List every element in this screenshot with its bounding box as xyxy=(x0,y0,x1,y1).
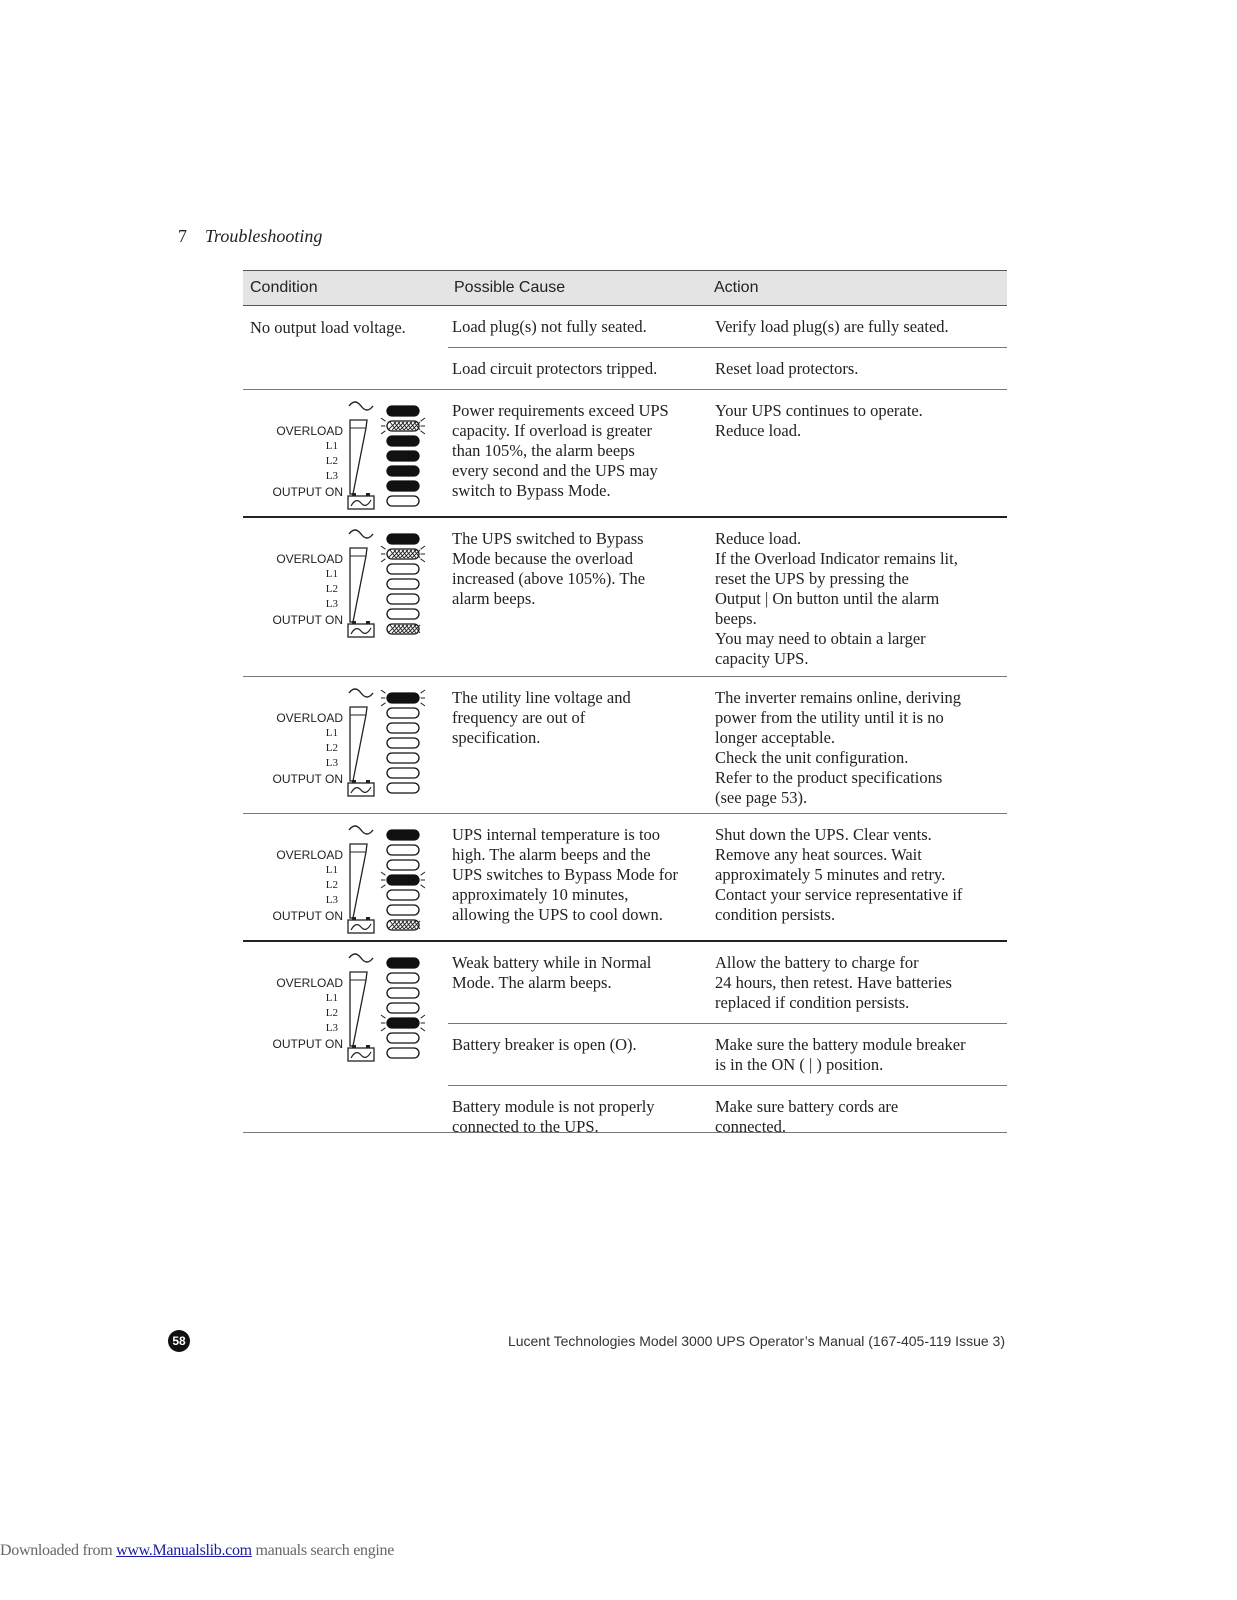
cause-line: Power requirements exceed UPS xyxy=(452,401,669,420)
action-line: You may need to obtain a larger xyxy=(715,629,926,648)
led-indicator xyxy=(387,753,419,763)
action-line: Shut down the UPS. Clear vents. xyxy=(715,825,932,844)
action-line: condition persists. xyxy=(715,905,836,924)
led-indicator xyxy=(387,958,419,968)
panel-label-overload: OVERLOAD xyxy=(276,848,343,862)
panel-label-l3: L3 xyxy=(325,894,338,906)
download-footer xyxy=(0,1542,394,1560)
battery-icon xyxy=(348,917,374,933)
led-indicator xyxy=(387,905,419,915)
action-line: connected. xyxy=(715,1117,787,1136)
cause-line: increased (above 105%). The xyxy=(452,569,646,588)
load-bargraph-icon xyxy=(350,548,367,622)
cause-line: Mode. The alarm beeps. xyxy=(452,973,612,992)
panel-label-output-on: OUTPUT ON xyxy=(272,485,343,499)
indicator-graphic xyxy=(255,950,435,1070)
action-line: Output | On button until the alarm xyxy=(715,589,940,608)
action-line: The inverter remains online, deriving xyxy=(715,688,962,707)
battery-icon xyxy=(348,621,374,637)
led-indicator xyxy=(387,436,419,446)
battery-icon xyxy=(348,493,374,509)
cause-action-list xyxy=(448,677,1007,813)
action-line: Reduce load. xyxy=(715,421,802,440)
action-cell xyxy=(709,518,1007,679)
led-indicator xyxy=(387,1033,419,1043)
cause-line: alarm beeps. xyxy=(452,589,536,608)
panel-label-l3: L3 xyxy=(325,757,338,769)
led-indicator-panel xyxy=(255,398,435,518)
led-indicator xyxy=(387,768,419,778)
ac-input-icon xyxy=(349,689,373,697)
panel-label-l1: L1 xyxy=(325,864,338,876)
action-line: longer acceptable. xyxy=(715,728,836,747)
led-indicator xyxy=(387,451,419,461)
table-row xyxy=(243,814,1007,942)
action-line: reset the UPS by pressing the xyxy=(715,569,909,588)
chapter-number: 7 xyxy=(178,226,187,246)
action-line: beeps. xyxy=(715,609,757,628)
table-row xyxy=(243,677,1007,814)
action-line: replaced if condition persists. xyxy=(715,993,910,1012)
led-indicator xyxy=(387,406,419,416)
load-bargraph-icon xyxy=(350,707,367,781)
cause-line: frequency are out of xyxy=(452,708,586,727)
cause-line: Battery breaker is open (O). xyxy=(452,1035,637,1054)
led-indicator xyxy=(387,1003,419,1013)
action-cell xyxy=(709,942,1007,1023)
action-line: Verify load plug(s) are fully seated. xyxy=(715,317,949,336)
cause-line: The utility line voltage and xyxy=(452,688,631,707)
cause-action-pair xyxy=(448,1023,1007,1085)
cause-action-list xyxy=(448,814,1007,940)
condition-cell xyxy=(243,306,444,389)
cause-line: high. The alarm beeps and the xyxy=(452,845,651,864)
led-indicator xyxy=(381,872,425,888)
led-indicator xyxy=(387,496,419,506)
cause-action-pair xyxy=(448,306,1007,347)
download-suffix: manuals search engine xyxy=(251,1542,395,1559)
panel-label-l2: L2 xyxy=(325,879,338,891)
panel-label-l3: L3 xyxy=(325,1022,338,1034)
cause-action-pair xyxy=(448,1085,1007,1147)
ac-input-icon xyxy=(349,826,373,834)
action-line: Check the unit configuration. xyxy=(715,748,909,767)
led-indicator-panel xyxy=(255,822,435,942)
cause-line: UPS internal temperature is too xyxy=(452,825,661,844)
cause-line: connected to the UPS. xyxy=(452,1117,599,1136)
load-bargraph-icon xyxy=(350,844,367,918)
action-line: is in the ON ( | ) position. xyxy=(715,1055,884,1074)
action-line: Allow the battery to charge for xyxy=(715,953,919,972)
led-indicator xyxy=(381,690,425,706)
panel-label-l1: L1 xyxy=(325,568,338,580)
action-cell xyxy=(709,390,1007,511)
header-action: Action xyxy=(714,279,759,296)
cause-action-pair xyxy=(448,942,1007,1023)
load-bargraph-icon xyxy=(350,420,367,494)
panel-label-overload: OVERLOAD xyxy=(276,976,343,990)
led-indicator xyxy=(387,723,419,733)
led-indicator xyxy=(387,988,419,998)
led-indicator xyxy=(387,845,419,855)
led-indicator xyxy=(387,860,419,870)
action-cell xyxy=(709,677,1007,818)
panel-label-l2: L2 xyxy=(325,583,338,595)
led-indicator xyxy=(387,1048,419,1058)
cause-line: Mode because the overload xyxy=(452,549,633,568)
action-line: Make sure battery cords are xyxy=(715,1097,899,1116)
cause-action-list xyxy=(448,518,1007,676)
action-line: Make sure the battery module breaker xyxy=(715,1035,966,1054)
cause-line: Load plug(s) not fully seated. xyxy=(452,317,647,336)
indicator-graphic xyxy=(255,526,435,646)
possible-cause-cell xyxy=(448,348,709,389)
action-cell xyxy=(709,306,1007,347)
panel-label-l1: L1 xyxy=(325,727,338,739)
led-indicator xyxy=(387,973,419,983)
action-line: power from the utility until it is no xyxy=(715,708,944,727)
led-indicator xyxy=(387,890,419,900)
cause-action-list xyxy=(448,390,1007,516)
cause-line: UPS switches to Bypass Mode for xyxy=(452,865,678,884)
led-indicator xyxy=(387,564,419,574)
led-indicator xyxy=(387,624,420,634)
action-line: Remove any heat sources. Wait xyxy=(715,845,922,864)
led-indicator xyxy=(387,579,419,589)
indicator-graphic xyxy=(255,685,435,805)
led-indicator xyxy=(381,546,425,562)
cause-action-pair xyxy=(448,677,1007,818)
panel-label-output-on: OUTPUT ON xyxy=(272,1037,343,1051)
cause-action-pair xyxy=(448,518,1007,679)
cause-action-pair xyxy=(448,347,1007,389)
condition-cell xyxy=(243,390,444,516)
panel-label-overload: OVERLOAD xyxy=(276,711,343,725)
ac-input-icon xyxy=(349,530,373,538)
led-indicator xyxy=(387,783,419,793)
panel-label-output-on: OUTPUT ON xyxy=(272,613,343,627)
header-possible-cause: Possible Cause xyxy=(454,279,566,296)
troubleshooting-table xyxy=(243,270,1007,1136)
cause-line: Battery module is not properly xyxy=(452,1097,655,1116)
action-line: approximately 5 minutes and retry. xyxy=(715,865,946,884)
possible-cause-cell xyxy=(448,814,709,935)
condition-text: No output load voltage. xyxy=(250,318,406,337)
cause-line: switch to Bypass Mode. xyxy=(452,481,611,500)
led-indicator xyxy=(387,466,419,476)
panel-label-l2: L2 xyxy=(325,742,338,754)
action-cell xyxy=(709,348,1007,389)
chapter-heading xyxy=(178,226,322,247)
action-line: Your UPS continues to operate. xyxy=(715,401,923,420)
cause-line: every second and the UPS may xyxy=(452,461,658,480)
header-condition: Condition xyxy=(250,279,318,296)
download-prefix: Downloaded from xyxy=(0,1542,117,1559)
possible-cause-cell xyxy=(448,1086,709,1147)
cause-line: Load circuit protectors tripped. xyxy=(452,359,658,378)
manualslib-link[interactable]: www.Manualslib.com xyxy=(116,1542,252,1559)
action-line: (see page 53). xyxy=(715,788,808,807)
panel-label-l3: L3 xyxy=(325,598,338,610)
chapter-title: Troubleshooting xyxy=(205,226,323,246)
led-indicator-panel xyxy=(255,526,435,646)
led-indicator xyxy=(387,708,419,718)
action-cell xyxy=(709,1086,1007,1147)
table-row xyxy=(243,518,1007,677)
panel-label-l2: L2 xyxy=(325,1007,338,1019)
led-indicator xyxy=(387,738,419,748)
cause-line: than 105%, the alarm beeps xyxy=(452,441,635,460)
panel-label-l3: L3 xyxy=(325,470,338,482)
page-number-badge: 58 xyxy=(168,1330,190,1352)
condition-cell xyxy=(243,677,444,813)
led-indicator xyxy=(387,920,420,930)
action-line: Reset load protectors. xyxy=(715,359,859,378)
possible-cause-cell xyxy=(448,1024,709,1085)
indicator-graphic xyxy=(255,398,435,518)
action-line: 24 hours, then retest. Have batteries xyxy=(715,973,952,992)
load-bargraph-icon xyxy=(350,972,367,1046)
led-indicator xyxy=(387,481,419,491)
panel-label-l1: L1 xyxy=(325,440,338,452)
panel-label-l1: L1 xyxy=(325,992,338,1004)
table-header xyxy=(243,270,1007,306)
condition-cell xyxy=(243,942,444,1132)
battery-icon xyxy=(348,780,374,796)
cause-action-pair xyxy=(448,390,1007,511)
table-row xyxy=(243,390,1007,518)
action-line: Contact your service representative if xyxy=(715,885,963,904)
action-cell xyxy=(709,814,1007,935)
led-indicator xyxy=(387,830,419,840)
cause-line: The UPS switched to Bypass xyxy=(452,529,644,548)
ac-input-icon xyxy=(349,954,373,962)
possible-cause-cell xyxy=(448,518,709,679)
action-line: If the Overload Indicator remains lit, xyxy=(715,549,958,568)
action-cell xyxy=(709,1024,1007,1085)
battery-icon xyxy=(348,1045,374,1061)
led-indicator xyxy=(381,418,425,434)
cause-action-pair xyxy=(448,814,1007,935)
led-indicator-panel xyxy=(255,685,435,805)
cause-line: specification. xyxy=(452,728,541,747)
led-indicator xyxy=(387,534,419,544)
led-indicator-panel xyxy=(255,950,435,1070)
led-indicator xyxy=(387,609,419,619)
panel-label-l2: L2 xyxy=(325,455,338,467)
possible-cause-cell xyxy=(448,942,709,1023)
possible-cause-cell xyxy=(448,306,709,347)
led-indicator xyxy=(381,1015,425,1031)
panel-label-overload: OVERLOAD xyxy=(276,424,343,438)
possible-cause-cell xyxy=(448,677,709,818)
action-line: capacity UPS. xyxy=(715,649,809,668)
cause-line: allowing the UPS to cool down. xyxy=(452,905,663,924)
manual-title: Lucent Technologies Model 3000 UPS Operator’s Manual (167-405-119 Issue 3) xyxy=(507,1333,1005,1349)
indicator-graphic xyxy=(255,822,435,942)
cause-line: capacity. If overload is greater xyxy=(452,421,653,440)
panel-label-output-on: OUTPUT ON xyxy=(272,772,343,786)
condition-cell xyxy=(243,518,444,676)
cause-action-list xyxy=(448,306,1007,389)
possible-cause-cell xyxy=(448,390,709,511)
table-row xyxy=(243,306,1007,390)
table-row xyxy=(243,942,1007,1136)
cause-line: approximately 10 minutes, xyxy=(452,885,629,904)
action-line: Refer to the product specifications xyxy=(715,768,943,787)
panel-label-output-on: OUTPUT ON xyxy=(272,909,343,923)
action-line: Reduce load. xyxy=(715,529,802,548)
panel-label-overload: OVERLOAD xyxy=(276,552,343,566)
ac-input-icon xyxy=(349,402,373,410)
led-indicator xyxy=(387,594,419,604)
cause-action-list xyxy=(448,942,1007,1136)
condition-cell xyxy=(243,814,444,940)
cause-line: Weak battery while in Normal xyxy=(452,953,652,972)
